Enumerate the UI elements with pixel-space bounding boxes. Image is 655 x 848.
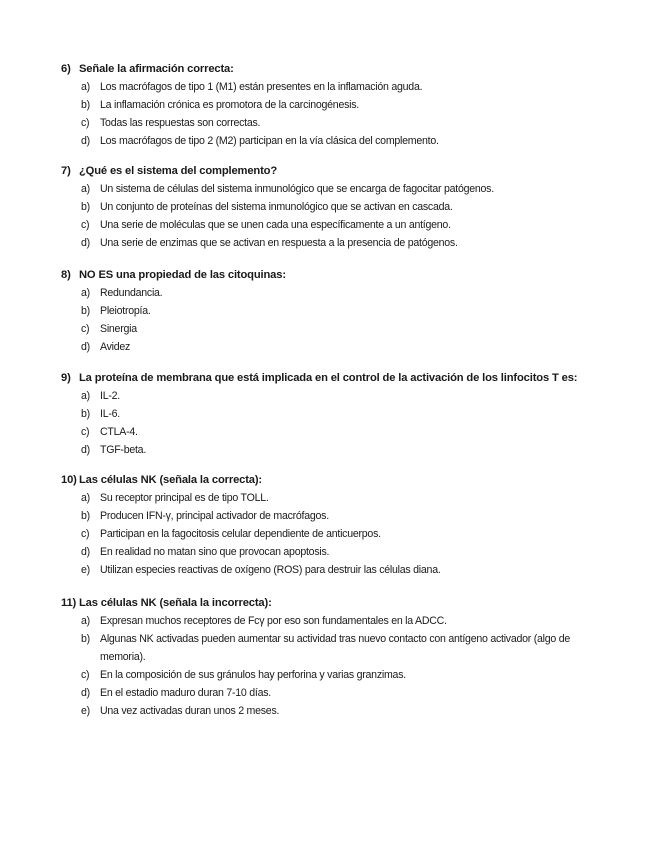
question-6	[61, 60, 621, 150]
question-11	[61, 594, 621, 720]
question-text: NO ES una propiedad de las citoquinas:	[79, 269, 286, 281]
option-e	[61, 702, 605, 720]
question-text: Las células NK (señala la incorrecta):	[79, 597, 272, 609]
question-text: La proteína de membrana que está implicada en el control de la activación de los linfocitos T es:	[79, 372, 578, 384]
option-text: En el estadio maduro duran 7-10 días.	[100, 687, 271, 699]
question-text: Señale la afirmación correcta:	[79, 63, 234, 75]
question-heading	[61, 162, 621, 180]
option-text: Los macrófagos de tipo 1 (M1) están presentes en la inflamación aguda.	[100, 81, 423, 93]
option-d	[61, 234, 605, 252]
option-letter: d)	[81, 237, 90, 249]
option-letter: e)	[81, 705, 90, 717]
option-text: Su receptor principal es de tipo TOLL.	[100, 492, 269, 504]
question-number: 6)	[61, 63, 71, 75]
option-b	[61, 198, 605, 216]
question-number: 7)	[61, 165, 71, 177]
question-number: 11)	[61, 597, 77, 609]
option-c	[61, 525, 605, 543]
option-text: Una serie de enzimas que se activan en respuesta a la presencia de patógenos.	[100, 237, 458, 249]
option-letter: c)	[81, 426, 90, 438]
option-list	[61, 180, 621, 252]
option-text: Algunas NK activadas pueden aumentar su actividad tras nuevo contacto con antígeno activador (algo de memoria).	[100, 633, 571, 663]
option-letter: a)	[81, 287, 90, 299]
option-b	[61, 96, 605, 114]
question-heading	[61, 369, 621, 387]
question-7	[61, 162, 621, 252]
question-number: 8)	[61, 269, 71, 281]
option-letter: b)	[81, 99, 90, 111]
option-letter: c)	[81, 117, 90, 129]
option-text: Sinergia	[100, 323, 137, 335]
question-number: 10)	[61, 474, 77, 486]
option-text: Un sistema de células del sistema inmunológico que se encarga de fagocitar patógenos.	[100, 183, 494, 195]
option-text: En realidad no matan sino que provocan apoptosis.	[100, 546, 330, 558]
option-a	[61, 180, 605, 198]
option-d	[61, 543, 605, 561]
option-a	[61, 489, 605, 507]
question-heading	[61, 266, 621, 284]
option-text: IL-6.	[100, 408, 120, 420]
option-a	[61, 612, 605, 630]
option-list	[61, 284, 621, 356]
option-text: Expresan muchos receptores de Fcγ por eso son fundamentales en la ADCC.	[100, 615, 447, 627]
option-d	[61, 684, 605, 702]
option-list	[61, 612, 621, 720]
question-text: Las células NK (señala la correcta):	[79, 474, 263, 486]
option-e	[61, 561, 605, 579]
option-letter: b)	[81, 510, 90, 522]
option-letter: a)	[81, 492, 90, 504]
option-text: Participan en la fagocitosis celular dependiente de anticuerpos.	[100, 528, 381, 540]
option-a	[61, 78, 605, 96]
question-number: 9)	[61, 372, 71, 384]
option-text: Producen IFN-γ, principal activador de macrófagos.	[100, 510, 329, 522]
option-text: Todas las respuestas son correctas.	[100, 117, 261, 129]
option-letter: b)	[81, 408, 90, 420]
option-b	[61, 405, 605, 423]
option-b	[61, 507, 605, 525]
option-d	[61, 338, 605, 356]
option-d	[61, 132, 605, 150]
option-list	[61, 78, 621, 150]
option-letter: d)	[81, 444, 90, 456]
question-9	[61, 369, 621, 459]
option-text: Una serie de moléculas que se unen cada una específicamente a un antígeno.	[100, 219, 451, 231]
option-text: Utilizan especies reactivas de oxígeno (ROS) para destruir las células diana.	[100, 564, 441, 576]
option-letter: c)	[81, 528, 90, 540]
question-heading	[61, 594, 621, 612]
option-a	[61, 284, 605, 302]
option-a	[61, 387, 605, 405]
option-text: TGF-beta.	[100, 444, 147, 456]
option-letter: b)	[81, 305, 90, 317]
option-letter: b)	[81, 633, 90, 645]
option-c	[61, 423, 605, 441]
option-letter: c)	[81, 323, 90, 335]
option-text: Una vez activadas duran unos 2 meses.	[100, 705, 280, 717]
option-c	[61, 666, 605, 684]
question-8	[61, 266, 621, 356]
option-text: CTLA-4.	[100, 426, 138, 438]
option-text: Avidez	[100, 341, 131, 353]
option-letter: a)	[81, 183, 90, 195]
option-letter: a)	[81, 81, 90, 93]
option-list	[61, 387, 621, 459]
question-heading	[61, 60, 621, 78]
option-letter: d)	[81, 546, 90, 558]
option-text: Redundancia.	[100, 287, 163, 299]
option-letter: a)	[81, 390, 90, 402]
option-text: IL-2.	[100, 390, 120, 402]
option-letter: c)	[81, 669, 90, 681]
option-b	[61, 630, 605, 666]
option-text: La inflamación crónica es promotora de la carcinogénesis.	[100, 99, 359, 111]
option-letter: e)	[81, 564, 90, 576]
question-heading	[61, 471, 621, 489]
option-text: En la composición de sus gránulos hay perforina y varias granzimas.	[100, 669, 406, 681]
option-d	[61, 441, 605, 459]
option-letter: b)	[81, 201, 90, 213]
option-letter: d)	[81, 341, 90, 353]
option-letter: d)	[81, 135, 90, 147]
option-list	[61, 489, 621, 579]
question-10	[61, 471, 621, 579]
option-text: Pleiotropía.	[100, 305, 151, 317]
option-letter: a)	[81, 615, 90, 627]
option-letter: c)	[81, 219, 90, 231]
option-text: Un conjunto de proteínas del sistema inmunológico que se activan en cascada.	[100, 201, 453, 213]
question-text: ¿Qué es el sistema del complemento?	[79, 165, 278, 177]
option-c	[61, 216, 605, 234]
option-letter: d)	[81, 687, 90, 699]
option-b	[61, 302, 605, 320]
option-c	[61, 114, 605, 132]
option-text: Los macrófagos de tipo 2 (M2) participan en la vía clásica del complemento.	[100, 135, 439, 147]
option-c	[61, 320, 605, 338]
